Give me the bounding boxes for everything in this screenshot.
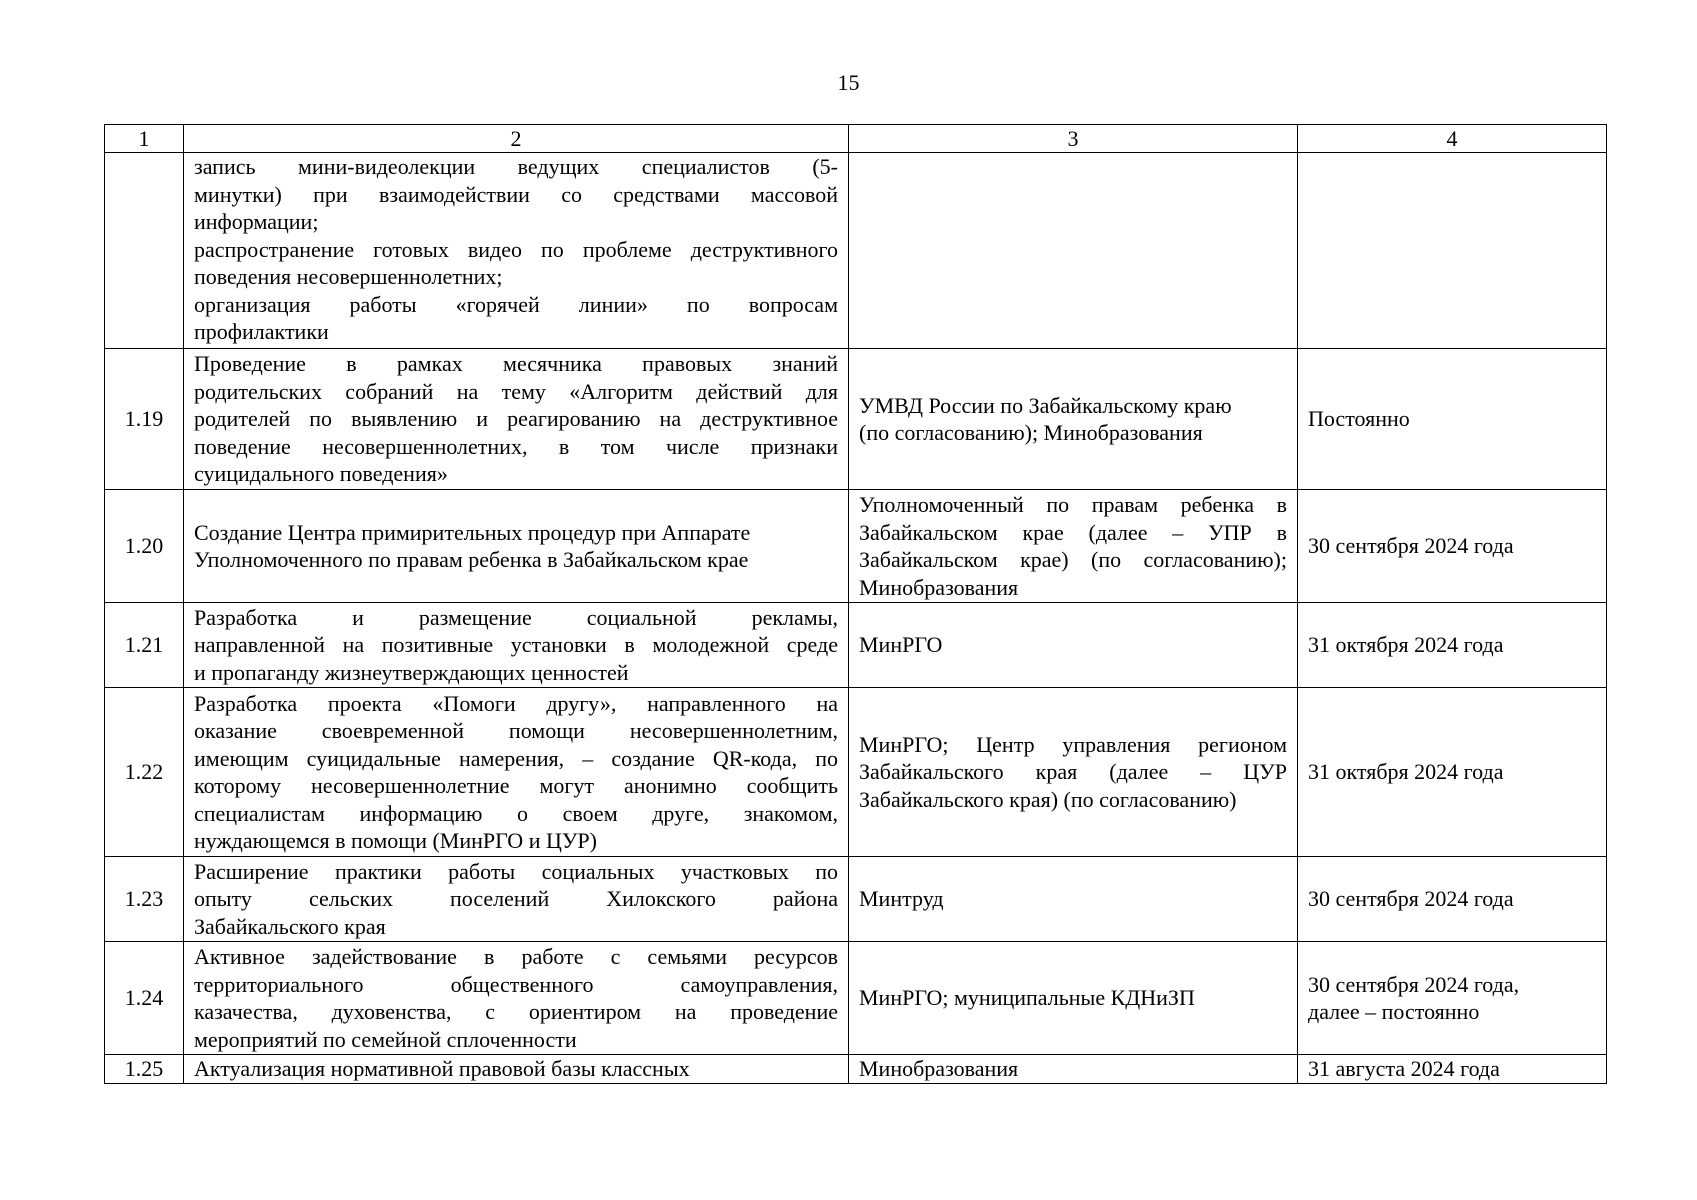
table-row [105,490,1607,603]
table-row [105,349,1607,490]
action-text-line: и пропаганду жизнеутверждающих ценностей [194,659,629,685]
deadline-text-line: 31 октября 2024 года [1308,759,1504,785]
deadline-text [1298,1055,1607,1084]
responsible-text-line: Забайкальском крае (далее – УПР в [859,519,1287,545]
action-text-line: поведение несовершеннолетних, в том числе признаки [194,433,838,459]
deadline-text-line: 30 сентября 2024 года, [1308,971,1520,997]
item-number: 1.25 [105,1055,184,1084]
action-text-line: родительских собраний на тему «Алгоритм действий для [194,378,838,404]
responsible-text-line: УМВД России по Забайкальскому краю [859,392,1232,418]
item-number: 1.21 [105,603,184,688]
responsible-text-line: Минобразования [859,1056,1019,1082]
table-row [105,1055,1607,1084]
table-row [105,688,1607,857]
action-text-line: оказание своевременной помощи несовершеннолетним, [194,718,838,743]
table-row [105,942,1607,1055]
action-text [184,153,849,349]
deadline-text [1298,153,1607,349]
action-text [184,603,849,688]
item-number: 1.19 [105,349,184,490]
deadline-text-line: 31 октября 2024 года [1308,632,1504,658]
item-number: 1.22 [105,688,184,857]
action-text-line: Расширение практики работы социальных участковых по [194,858,838,884]
item-number [105,153,184,349]
item-number: 1.23 [105,857,184,942]
table-row [105,603,1607,688]
action-text-line: запись мини-видеолекции ведущих специалистов (5- [194,154,838,179]
deadline-text [1298,857,1607,942]
action-text-line: казачества, духовенства, с ориентиром на проведение [194,999,838,1024]
responsible-text-line: МинРГО; муниципальные КДНиЗП [859,985,1195,1011]
action-text [184,349,849,490]
action-text-line: распространение готовых видео по проблеме деструктивного [194,236,838,262]
action-text [184,688,849,857]
table-row [105,857,1607,942]
action-text-line: Создание Центра примирительных процедур при Аппарате [194,519,751,545]
deadline-text-line: 31 августа 2024 года [1308,1056,1500,1082]
action-text-line: информации; [194,209,319,234]
responsible-text-line: МинРГО; Центр управления регионом [859,731,1287,757]
deadline-text-line: Постоянно [1308,406,1410,432]
responsible-text-line: Минтруд [859,886,944,912]
table-body [105,153,1607,1084]
deadline-text-line: далее – постоянно [1308,999,1480,1024]
column-header-3: 3 [849,125,1298,153]
action-text-line: опыту сельских поселений Хилокского района [194,886,838,912]
responsible-text-line: Забайкальского края (далее – ЦУР [859,759,1287,785]
responsible-text [849,603,1298,688]
action-text-line: Активное задействование в работе с семьями ресурсов [194,944,838,969]
page-number: 15 [837,70,860,95]
action-text-line: Уполномоченного по правам ребенка в Забайкальском крае [194,547,749,572]
column-header-1: 1 [105,125,184,153]
responsible-text [849,857,1298,942]
responsible-text-line: Минобразования [859,574,1019,600]
action-text-line: мероприятий по семейной сплоченности [194,1026,577,1052]
responsible-text-line: (по согласованию); Минобразования [859,420,1203,445]
action-text-line: специалистам информацию о своем друге, знакомом, [194,800,838,826]
deadline-text [1298,490,1607,603]
column-header-4: 4 [1298,125,1607,153]
action-text-line: минутки) при взаимодействии со средствами массовой [194,181,838,207]
deadline-text [1298,688,1607,857]
responsible-text [849,490,1298,603]
action-text-line: направленной на позитивные установки в молодежной среде [194,632,838,658]
table-row [105,153,1607,349]
action-text-line: нуждающемся в помощи (МинРГО и ЦУР) [194,828,597,853]
action-text [184,942,849,1055]
responsible-text [849,688,1298,857]
plan-table [104,124,1607,1084]
action-text-line: поведения несовершеннолетних; [194,264,503,289]
responsible-text-line: Забайкальском крае) (по согласованию); [859,547,1287,572]
column-header-2: 2 [184,125,849,153]
responsible-text [849,942,1298,1055]
action-text-line: родителей по выявлению и реагированию на деструктивное [194,406,838,432]
action-text [184,490,849,603]
action-text-line: Актуализация нормативной правовой базы классных [194,1056,690,1082]
action-text-line: Разработка и размещение социальной рекламы, [194,604,838,630]
deadline-text [1298,603,1607,688]
deadline-text [1298,349,1607,490]
action-text [184,857,849,942]
action-text-line: суицидального поведения» [194,461,448,487]
responsible-text-line: МинРГО [859,632,943,658]
deadline-text [1298,942,1607,1055]
responsible-text-line: Уполномоченный по правам ребенка в [859,492,1287,517]
action-text-line: которому несовершеннолетние могут анонимно сообщить [194,773,838,798]
action-text-line: организация работы «горячей линии» по вопросам [194,291,838,317]
item-number: 1.24 [105,942,184,1055]
table-header-row [105,125,1607,153]
action-text-line: Проведение в рамках месячника правовых знаний [194,351,838,377]
action-text [184,1055,849,1084]
action-text-line: Забайкальского края [194,913,386,939]
responsible-text [849,349,1298,490]
responsible-text [849,153,1298,349]
responsible-text-line: Забайкальского края) (по согласованию) [859,786,1237,812]
item-number: 1.20 [105,490,184,603]
deadline-text-line: 30 сентября 2024 года [1308,886,1514,912]
action-text-line: Разработка проекта «Помоги другу», направленного на [194,690,838,716]
deadline-text-line: 30 сентября 2024 года [1308,533,1514,559]
action-text-line: территориального общественного самоуправления, [194,971,838,997]
action-text-line: профилактики [194,319,329,344]
action-text-line: имеющим суицидальные намерения, – создание QR-кода, по [194,745,838,771]
responsible-text [849,1055,1298,1084]
